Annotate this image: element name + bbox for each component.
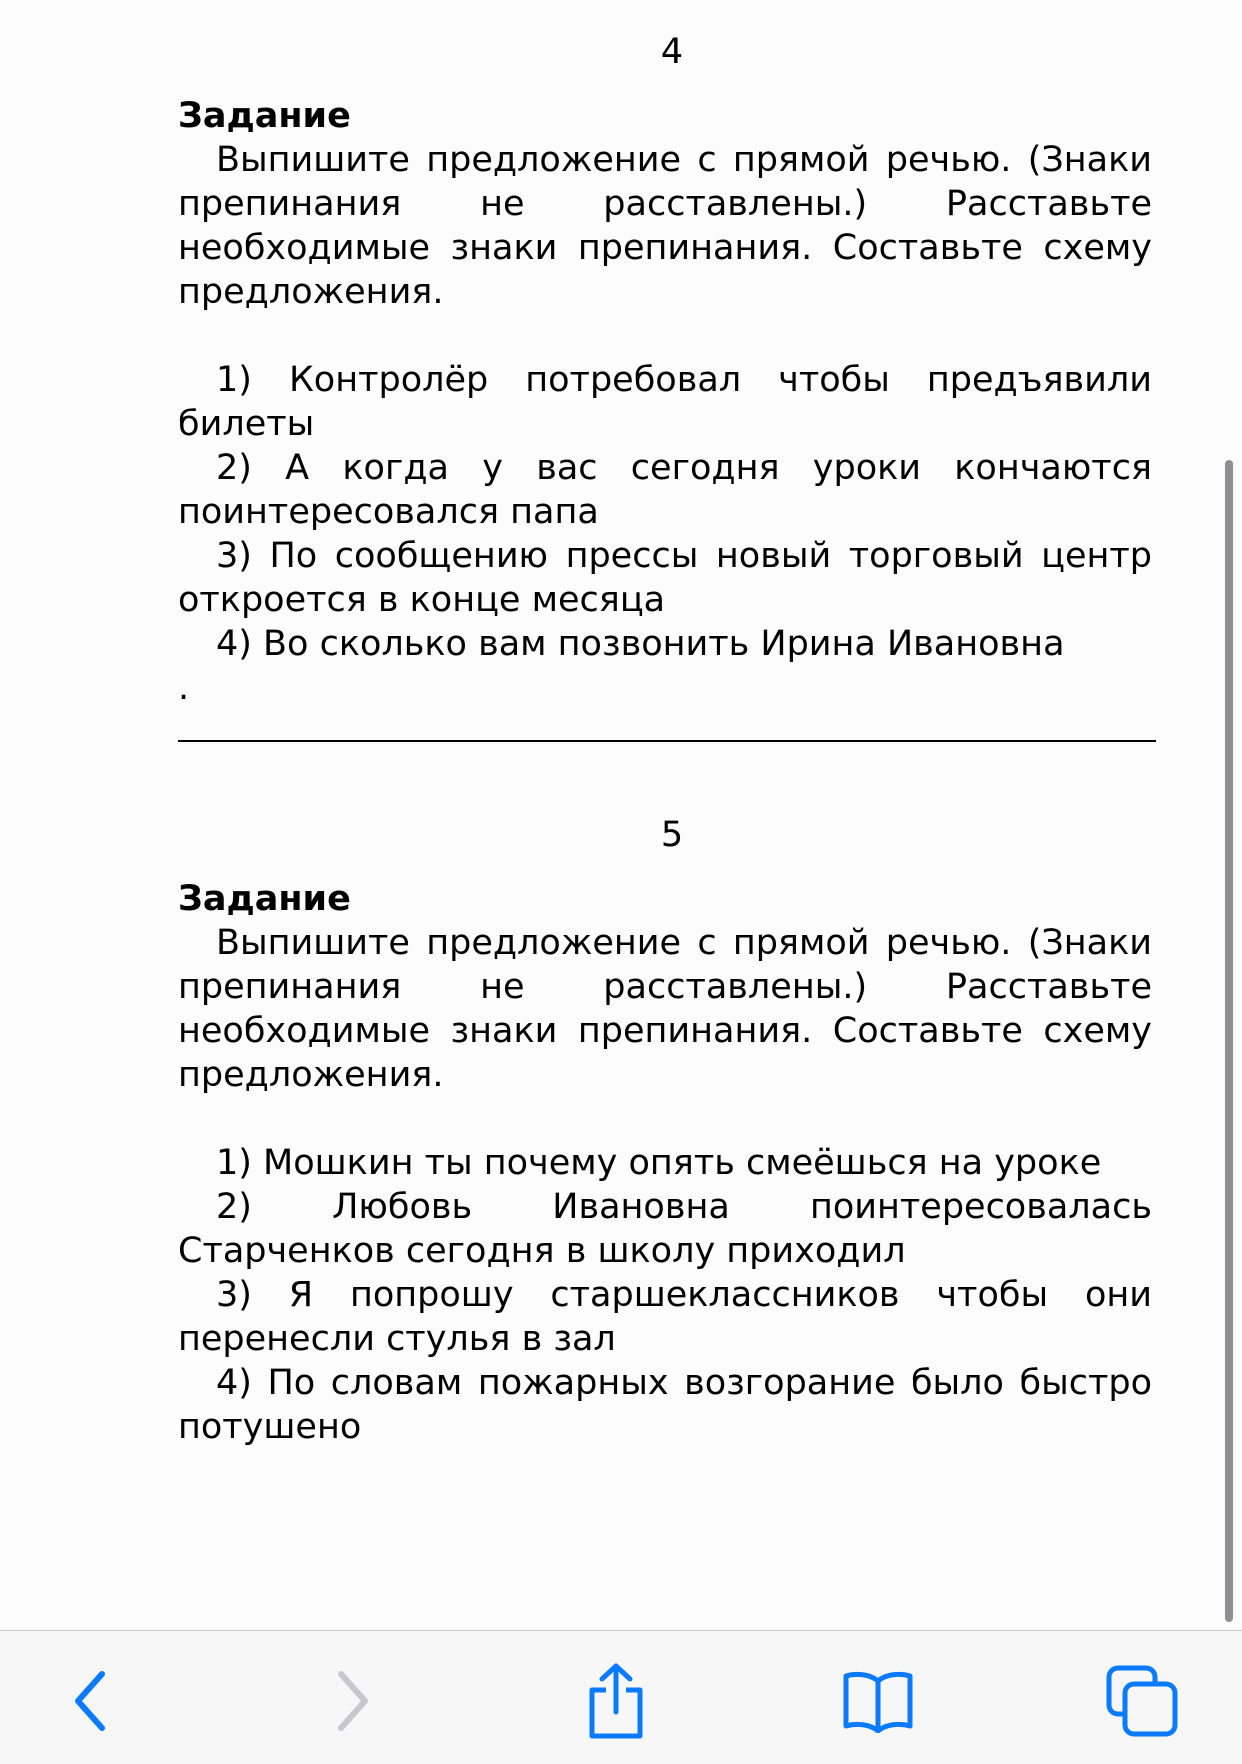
task-heading: Задание bbox=[178, 96, 351, 136]
share-button[interactable] bbox=[576, 1661, 656, 1741]
tabs-icon bbox=[1104, 1663, 1180, 1739]
task-4 bbox=[178, 30, 1152, 710]
bookmarks-button[interactable] bbox=[838, 1661, 918, 1741]
task-5 bbox=[178, 813, 1152, 1449]
task-item: 4) По словам пожарных возгорание было быстро потушено bbox=[178, 1363, 1152, 1447]
chevron-right-icon bbox=[327, 1666, 377, 1736]
task-number: 4 bbox=[660, 32, 684, 72]
task-item: 3) Я попрошу старшеклассников чтобы они перенесли стулья в зал bbox=[178, 1275, 1152, 1359]
task-item: 4) Во сколько вам позвонить Ирина Ивановна bbox=[216, 624, 1065, 664]
trailing-period: . bbox=[178, 668, 190, 708]
task-item: 3) По сообщению прессы новый торговый центр откроется в конце месяца bbox=[178, 536, 1152, 620]
task-item: 2) А когда у вас сегодня уроки кончаются поинтересовался папа bbox=[178, 448, 1152, 532]
chevron-left-icon bbox=[66, 1666, 116, 1736]
task-item: 1) Контролёр потребовал чтобы предъявили билеты bbox=[178, 360, 1152, 444]
task-heading: Задание bbox=[178, 879, 351, 919]
task-instructions: Выпишите предложение с прямой речью. (Знаки препинания не расставлены.) Расставьте необходимые знаки препинания. Составьте схему предложения. bbox=[178, 923, 1152, 1095]
book-icon bbox=[842, 1669, 914, 1733]
section-divider bbox=[178, 740, 1156, 742]
vertical-scrollbar[interactable] bbox=[1225, 460, 1233, 1622]
share-icon bbox=[584, 1662, 648, 1740]
browser-toolbar bbox=[0, 1630, 1242, 1764]
task-number: 5 bbox=[660, 815, 684, 855]
tabs-button[interactable] bbox=[1102, 1661, 1182, 1741]
task-instructions: Выпишите предложение с прямой речью. (Знаки препинания не расставлены.) Расставьте необходимые знаки препинания. Составьте схему предложения. bbox=[178, 140, 1152, 312]
task-item: 2) Любовь Ивановна поинтересовалась Старченков сегодня в школу приходил bbox=[178, 1187, 1152, 1271]
task-item: 1) Мошкин ты почему опять смеёшься на уроке bbox=[216, 1143, 1102, 1183]
back-button[interactable] bbox=[51, 1661, 131, 1741]
forward-button[interactable] bbox=[312, 1661, 392, 1741]
